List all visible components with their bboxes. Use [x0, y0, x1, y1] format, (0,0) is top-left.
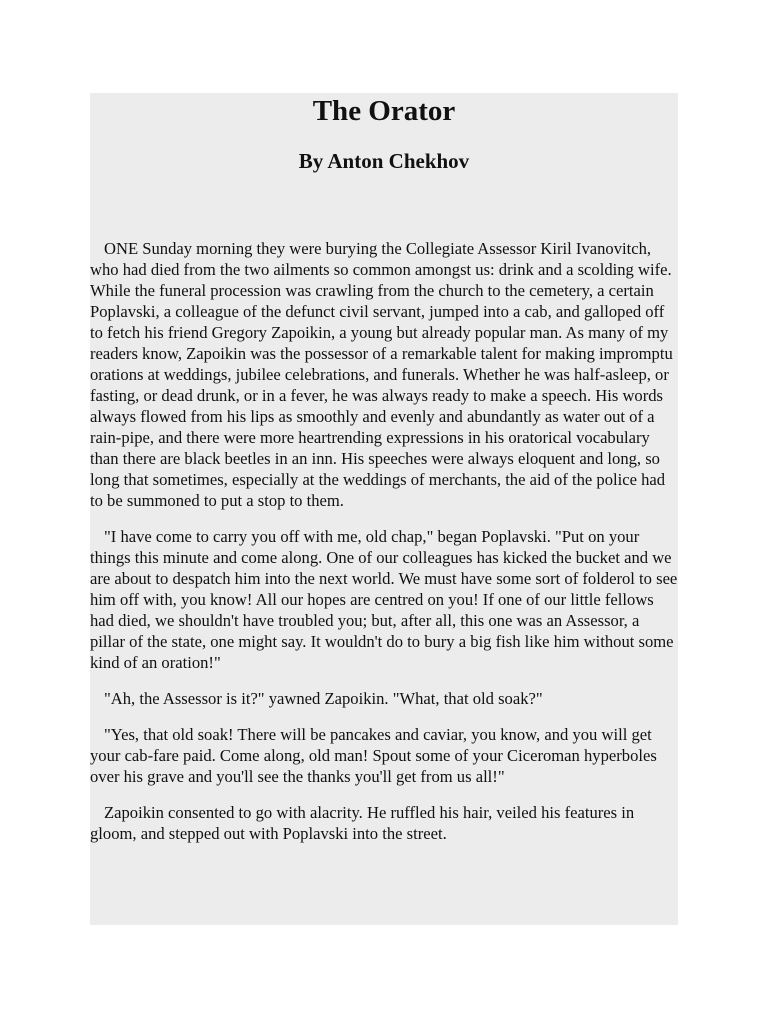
- author-byline: By Anton Chekhov: [298, 149, 470, 173]
- story-body: [90, 238, 678, 844]
- paragraph-3: "Ah, the Assessor is it?" yawned Zapoikin. "What, that old soak?": [104, 689, 543, 708]
- text-block: [90, 93, 678, 925]
- paragraph-1: ONE Sunday morning they were burying the Collegiate Assessor Kiril Ivanovitch, who had died from the two ailments so common amongst us: drink and a scolding wife. While the funeral procession was crawling from the church to the cemetery, a certain Poplavski, a colleague of the defunct civil servant, jumped into a cab, and galloped off to fetch his friend Gregory Zapoikin, a young but already popular man. As many of my readers know, Zapoikin was the possessor of a remarkable talent for making impromptu orations at weddings, jubilee celebrations, and funerals. Whether he was half-asleep, or fasting, or dead drunk, or in a fever, he was always ready to make a speech. His words always flowed from his lips as smoothly and evenly and abundantly as water out of a rain-pipe, and there were more heartrending expressions in his oratorical vocabulary than there are black beetles in an inn. His speeches were always eloquent and long, so long that sometimes, especially at the weddings of merchants, the aid of the police had to be summoned to put a stop to them.: [90, 239, 673, 510]
- paragraph-5: Zapoikin consented to go with alacrity. He ruffled his hair, veiled his features in gloom, and stepped out with Poplavski into the street.: [90, 803, 635, 843]
- document-title: The Orator: [312, 95, 456, 127]
- paragraph-2: "I have come to carry you off with me, old chap," began Poplavski. "Put on your things this minute and come along. One of our colleagues has kicked the bucket and we are about to despatch him into the next world. We must have some sort of folderol to see him off with, you know! All our hopes are centred on you! If one of our little fellows had died, we shouldn't have troubled you; but, after all, this one was an Assessor, a pillar of the state, one might say. It wouldn't do to bury a big fish like him without some kind of an oration!": [90, 527, 678, 672]
- paragraph-4: "Yes, that old soak! There will be pancakes and caviar, you know, and you will get your cab-fare paid. Come along, old man! Spout some of your Ciceroman hyperboles over his grave and you'll see the thanks you'll get from us all!": [90, 725, 657, 786]
